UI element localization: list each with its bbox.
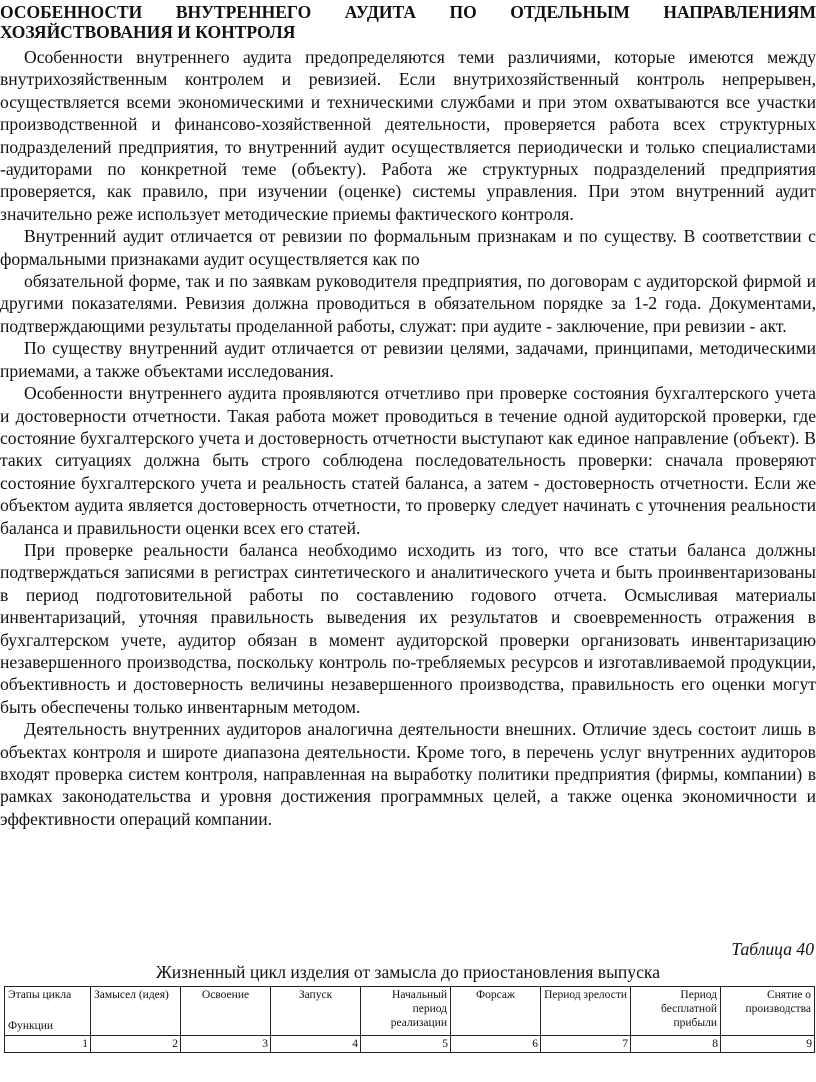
header-cell: Освоение — [181, 987, 271, 1036]
column-number: 5 — [361, 1036, 451, 1053]
table-number-row — [5, 1036, 815, 1053]
column-number: 9 — [721, 1036, 815, 1053]
paragraph-2-continued: обязательной форме, так и по заявкам руководителя предприятия, по договорам с аудиторской фирмой и другими показателями. Ревизия должна проводиться в обязательном порядке за 1-2 года. Документами, подтверждающими результаты проделанной работы, служат: при аудите - заключение, при ревизии - акт. — [0, 271, 816, 336]
column-number: 2 — [91, 1036, 181, 1053]
lifecycle-table — [4, 986, 815, 1053]
header-cell: Период зрелости — [541, 987, 631, 1036]
paragraph-5: При проверке реальности баланса необходимо исходить из того, что все статьи баланса должны подтверждаться записями в регистрах синтетического и аналитического учета и быть проинвентаризованы в период подготовительной работы по составлению годового отчета. Осмысливая материалы инвентаризаций, уточняя правильность выведения их результатов и своевременность отражения в бухгалтерском учете, аудитор обязан в момент аудиторской проверки организовать инвентаризацию незавершенного производства, поскольку контроль по-требляемых ресурсов и изготавливаемой продукции, объективность и достоверность величины незавершенного производства, правильность его оценки могут быть обеспечены только инвентарным методом. — [0, 539, 816, 717]
corner-stages-label: Этапы цикла — [8, 989, 72, 1001]
paragraph-3: По существу внутренний аудит отличается от ревизии целями, задачами, принципами, методическими приемами, а также объектами исследования. — [0, 338, 816, 381]
header-cell: Форсаж — [451, 987, 541, 1036]
header-cell: Период бесплатной прибыли — [631, 987, 721, 1036]
column-number: 4 — [271, 1036, 361, 1053]
column-number: 3 — [181, 1036, 271, 1053]
column-number: 1 — [5, 1036, 91, 1053]
header-cell: Начальный период реализации — [361, 987, 451, 1036]
header-cell: Запуск — [271, 987, 361, 1036]
paragraph-6: Деятельность внутренних аудиторов аналогична деятельности внешних. Отличие здесь состоит лишь в объектах контроля и широте диапазона деятельности. Кроме того, в перечень услуг внутренних аудиторов входят проверка систем контроля, направленная на выработку политики предприятия (фирмы, компании) в рамках законодательства и уровня достижения программных целей, а также оценка экономичности и эффективности операций компании. — [0, 719, 816, 829]
corner-functions-label: Функции — [8, 1020, 54, 1032]
paragraph-4: Особенности внутреннего аудита проявляются отчетливо при проверке состояния бухгалтерского учета и достоверности отчетности. Такая работа может проводиться в течение одной аудиторской проверки, где состояние бухгалтерского учета и достоверность отчетности выступают как единое направление (объект). В таких ситуациях должна быть строго соблюдена последовательность проверки: сначала проверяют состояние бухгалтерского учета и реальность статей баланса, а затем - достоверность отчетности. Если же объектом аудита является достоверность отчетности, то проверку следует начинать с уточнения реальности баланса и правильности оценки всех его статей. — [0, 383, 816, 538]
column-number: 8 — [631, 1036, 721, 1053]
corner-cell — [5, 987, 91, 1036]
document-title: ОСОБЕННОСТИ ВНУТРЕННЕГО АУДИТА ПО ОТДЕЛЬНЫМ НАПРАВЛЕНИЯМ ХОЗЯЙСТВОВАНИЯ И КОНТРОЛЯ — [0, 2, 816, 42]
table-label: Таблица 40 — [731, 939, 814, 959]
column-number: 7 — [541, 1036, 631, 1053]
paragraph-2: Внутренний аудит отличается от ревизии по формальным признакам и по существу. В соответствии с формальными признаками аудит осуществляется как по — [0, 226, 816, 269]
table-header-row — [5, 987, 815, 1036]
header-cell: Замысел (идея) — [91, 987, 181, 1036]
column-number: 6 — [451, 1036, 541, 1053]
document-body — [0, 46, 816, 830]
header-cell: Снятие о производства — [721, 987, 815, 1036]
table-caption: Жизненный цикл изделия от замысла до приостановления выпуска — [156, 962, 660, 982]
paragraph-1: Особенности внутреннего аудита предопределяются теми различиями, которые имеются между внутрихозяйственным контролем и ревизией. Если внутрихозяйственный контроль непрерывен, осуществляется всеми экономическими и техническими службами и при этом охватываются все участки производственной и финансово-хозяйственной деятельности, проверяется работа всех структурных подразделений предприятия, то внутренний аудит осуществляется периодически и только специалистами -аудиторами по конкретной теме (объекту). Работа же структурных подразделений предприятия проверяется, как правило, при изучении (оценке) системы управления. При этом внутренний аудит значительно реже использует методические приемы фактического контроля. — [0, 47, 816, 224]
